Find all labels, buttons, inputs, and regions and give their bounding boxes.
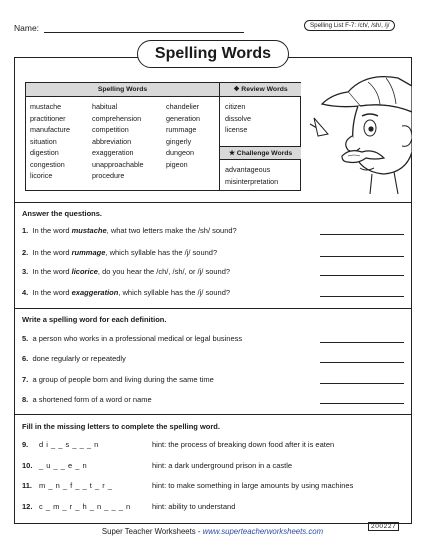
answer-line[interactable] [320,383,404,384]
review-words-column [225,101,251,136]
question-5: 5. a person who works in a professional medical or legal business [22,334,243,343]
word: manufacture [30,125,70,134]
word: abbreviation [92,136,132,146]
answer-line[interactable] [320,275,404,276]
page-title: Spelling Words [137,40,289,68]
word: gingerly [166,136,192,146]
question-4: 4. In the word exaggeration, which syllable has the /j/ sound? [22,288,231,297]
word: advantageous [225,165,271,174]
hint-text: hint: the process of breaking down food after it is eaten [152,440,335,449]
word: comprehension [92,113,142,123]
review-words-header: ❖ Review Words [219,83,301,97]
question-3: 3. In the word licorice, do you hear the /ch/, /sh/, or /j/ sound? [22,267,231,276]
word: rummage [166,125,197,134]
word: exaggeration [92,148,134,157]
letter-pattern: _ u _ _ e _ n [39,461,88,470]
question-8: 8. a shortened form of a word or name [22,395,152,404]
answer-line[interactable] [320,234,404,235]
word-column-1 [30,101,70,182]
name-input-line[interactable] [44,32,244,33]
word: license [225,125,248,134]
table-divider [219,97,220,191]
answer-line[interactable] [320,403,404,404]
word: misinterpretation [225,176,279,186]
answer-line[interactable] [320,342,404,343]
letter-pattern: c _ m _ r _ h _ n _ _ _ n [39,502,131,511]
word: chandelier [166,102,200,111]
word: dungeon [166,148,194,157]
word: pigeon [166,159,188,169]
section-divider [15,308,411,309]
hint-text: hint: ability to understand [152,502,236,511]
question-1: 1. In the word mustache, what two letters make the /sh/ sound? [22,226,237,235]
word: generation [166,113,200,123]
letter-pattern: m _ n _ f _ _ t _ r _ [39,481,113,490]
word: mustache [30,102,62,111]
mascot-illustration [308,68,412,202]
word: dissolve [225,113,251,123]
challenge-words-header: ★ Challenge Words [219,146,301,160]
question-7: 7. a group of people born and living during the same time [22,375,214,384]
word: habitual [92,102,118,111]
hint-text: hint: to make something in large amounts by using machines [152,481,354,490]
spelling-words-header: Spelling Words [26,83,219,97]
word: procedure [92,171,125,180]
letter-pattern: d i _ _ s _ _ _ n [39,440,99,449]
word: congestion [30,159,65,169]
hint-text: hint: a dark underground prison in a castle [152,461,293,470]
worksheet-code: 200227 [368,522,399,531]
word-table [25,82,301,191]
spelling-list-label: Spelling List F-7: /ch/, /sh/, /j/ [304,20,395,31]
question-9: 9. d i _ _ s _ _ _ n [22,440,99,449]
word-column-3 [166,101,200,170]
answer-line[interactable] [320,362,404,363]
answer-line[interactable] [320,256,404,257]
word: digestion [30,148,59,157]
challenge-words-column [225,164,278,187]
section-heading-answer: Answer the questions. [22,209,103,218]
word: unapproachable [92,159,144,169]
question-12: 12. c _ m _ r _ h _ n _ _ _ n [22,502,131,511]
question-10: 10. _ u _ _ e _ n [22,461,88,470]
word: citizen [225,102,246,111]
word: licorice [30,171,53,180]
word-column-2 [92,101,144,182]
footer-brand: Super Teacher Worksheets - [101,527,203,536]
question-2: 2. In the word rummage, which syllable has the /j/ sound? [22,248,218,257]
answer-line[interactable] [320,296,404,297]
question-11: 11. m _ n _ f _ _ t _ r _ [22,481,113,490]
name-label: Name: [14,23,40,33]
question-6: 6. done regularly or repeatedly [22,354,126,363]
word: situation [30,136,57,146]
section-divider [15,202,411,203]
section-divider [15,414,411,415]
section-heading-definition: Write a spelling word for each definition. [22,315,167,324]
section-heading-fill: Fill in the missing letters to complete the spelling word. [22,422,220,431]
footer [0,527,425,536]
word: competition [92,125,129,134]
word: practitioner [30,113,66,123]
footer-url-link[interactable]: www.superteacherworksheets.com [202,527,324,536]
